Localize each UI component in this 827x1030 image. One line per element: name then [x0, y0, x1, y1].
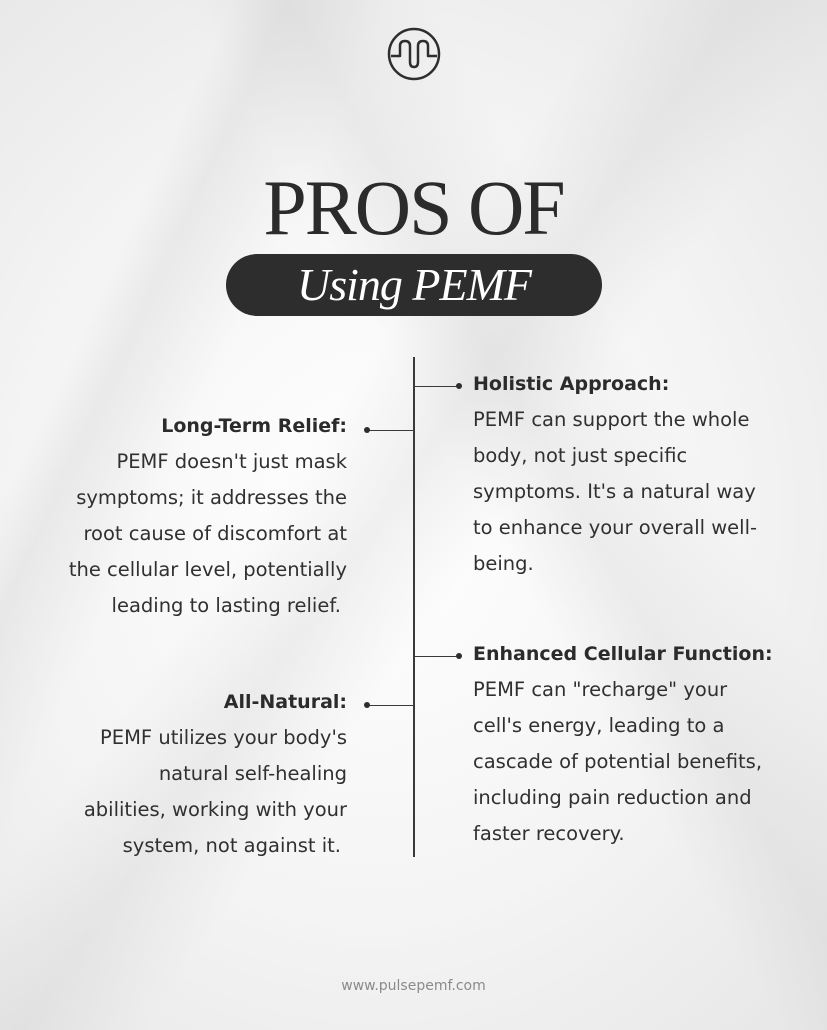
connector-left-2 [368, 705, 414, 706]
item-line: abilities, working with your [83, 798, 347, 821]
item-line: PEMF can "recharge" your [473, 678, 728, 701]
pro-item-enhanced-cellular-function [473, 642, 818, 852]
item-heading: All-Natural: [223, 691, 347, 713]
pro-item-all-natural [7, 690, 347, 864]
item-line: being. [473, 552, 534, 575]
bullet-dot-right-1 [456, 383, 462, 389]
connector-left-1 [368, 430, 414, 431]
logo-pulse-icon [386, 26, 442, 82]
item-line: the cellular level, potentially [68, 558, 347, 581]
item-line: symptoms. It's a natural way [473, 480, 756, 503]
item-line: leading to lasting relief. [111, 594, 341, 617]
item-line: PEMF utilizes your body's [100, 726, 347, 749]
item-heading: Enhanced Cellular Function: [473, 643, 773, 665]
item-line: body, not just specific [473, 444, 688, 467]
item-line: including pain reduction and [473, 786, 752, 809]
item-heading: Long-Term Relief: [161, 415, 347, 437]
item-line: cell's energy, leading to a [473, 714, 725, 737]
item-line: cascade of potential benefits, [473, 750, 763, 773]
subtitle-pill: Using PEMF [226, 254, 602, 316]
page-title: PROS OF [263, 164, 564, 251]
item-heading: Holistic Approach: [473, 373, 670, 395]
timeline-vertical-line [413, 357, 415, 857]
item-line: symptoms; it addresses the [76, 486, 347, 509]
item-line: natural self-healing [158, 762, 347, 785]
bullet-dot-left-1 [364, 427, 370, 433]
item-line: to enhance your overall well- [473, 516, 758, 539]
item-line: PEMF can support the whole [473, 408, 750, 431]
item-line: faster recovery. [473, 822, 625, 845]
footer-website-link[interactable]: www.pulsepemf.com [341, 978, 486, 994]
bullet-dot-right-2 [456, 653, 462, 659]
item-line: PEMF doesn't just mask [116, 450, 347, 473]
pro-item-long-term-relief [7, 414, 347, 624]
connector-right-1 [414, 386, 460, 387]
item-line: root cause of discomfort at [83, 522, 347, 545]
item-line: system, not against it. [122, 834, 341, 857]
pro-item-holistic-approach [473, 372, 818, 582]
connector-right-2 [414, 656, 460, 657]
bullet-dot-left-2 [364, 702, 370, 708]
